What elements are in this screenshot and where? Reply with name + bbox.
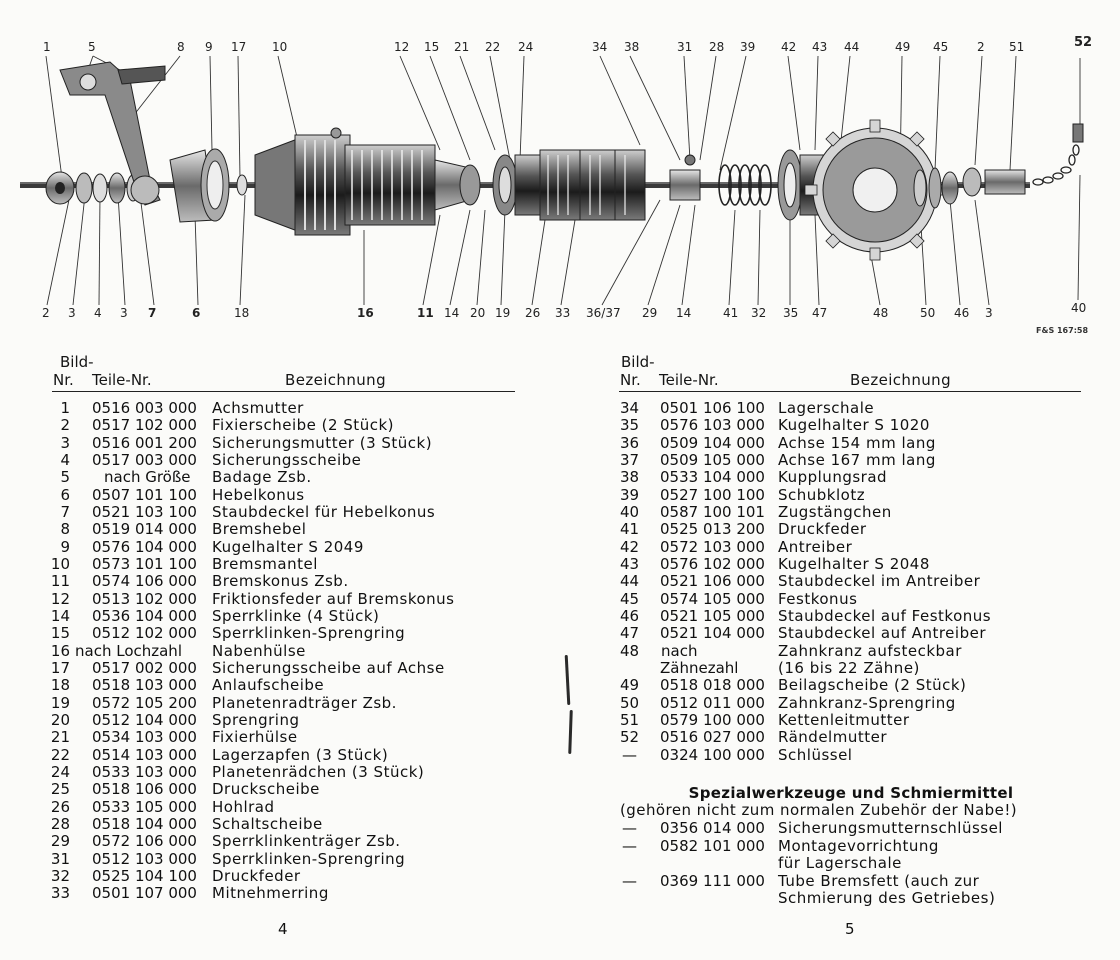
figure-label-top: 8 (177, 40, 185, 54)
row-number: 43 (620, 554, 640, 573)
row-number: 38 (620, 468, 640, 487)
row-number: 25 (50, 780, 70, 799)
figure-label-bottom: 3 (985, 306, 993, 320)
figure-label-bottom: 3 (120, 306, 128, 320)
part-description: Fixierhülse (212, 728, 298, 747)
part-number: 0574 106 000 (92, 572, 197, 591)
row-number: 24 (50, 762, 70, 781)
row-number: 51 (620, 710, 640, 729)
figure-label-bottom: 2 (42, 306, 50, 320)
figure-label-bottom: 26 (525, 306, 541, 320)
part-number: 0324 100 000 (660, 745, 765, 764)
figure-label-bottom: 18 (234, 306, 250, 320)
figure-label-bottom: 36/37 (586, 306, 621, 320)
row-number: 41 (620, 520, 640, 539)
row-number: 7 (60, 502, 70, 521)
part-number: 0501 107 000 (92, 884, 197, 903)
part-number: 0518 018 000 (660, 676, 765, 695)
part-description: Bremsmantel (212, 554, 318, 573)
part-description: Nabenhülse (212, 641, 306, 660)
row-number: 33 (50, 884, 70, 903)
part-number: 0509 105 000 (660, 450, 765, 469)
part-description: Lagerschale (778, 399, 875, 417)
row-number: 50 (620, 693, 640, 712)
part-description: Sperrklinke (4 Stück) (212, 606, 380, 625)
row-number: 42 (620, 537, 640, 556)
row-number: 40 (620, 502, 640, 521)
part-description: Kupplungsrad (778, 468, 888, 487)
row-number: — (622, 819, 637, 837)
part-number: 0518 106 000 (92, 780, 197, 799)
special-tools-note: (gehören nicht zum normalen Zubehör der Nabe!) (620, 801, 1018, 819)
part-number: 0518 104 000 (92, 814, 197, 833)
row-number: 9 (60, 537, 70, 556)
row-number: 31 (50, 849, 70, 868)
part-number: 0533 104 000 (660, 468, 765, 487)
part-number: 0521 105 000 (660, 606, 765, 625)
part-number: 0516 001 200 (92, 433, 197, 452)
part-description: Antreiber (778, 537, 853, 556)
part-description: Achsmutter (212, 399, 304, 417)
row-number: — (622, 871, 637, 890)
figure-label-bottom: 35 (783, 306, 799, 320)
part-description: für Lagerschale (778, 854, 902, 873)
part-number: 0517 002 000 (92, 658, 197, 677)
part-description: Druckscheibe (212, 780, 320, 799)
right-header-teile: Teile-Nr. (659, 371, 719, 389)
part-description: Sicherungsscheibe auf Achse (212, 658, 445, 677)
figure-label-top: 39 (740, 40, 756, 54)
part-description: Schmierung des Getriebes) (778, 889, 996, 908)
row-number: 11 (50, 572, 70, 591)
part-number: 0525 104 100 (92, 866, 197, 885)
figure-label-top: 22 (485, 40, 501, 54)
part-number: 0521 103 100 (92, 502, 197, 521)
row-number: 29 (50, 832, 70, 851)
part-description: Achse 154 mm lang (778, 433, 936, 452)
part-number: 0521 106 000 (660, 572, 765, 591)
left-header-rule (52, 391, 515, 392)
row-number: 22 (50, 745, 70, 764)
part-description: Anlaufscheibe (212, 676, 325, 695)
figure-label-top: 24 (518, 40, 534, 54)
part-description: Sicherungsscheibe (212, 450, 362, 469)
figure-code: F&S 167:58 (1036, 326, 1089, 335)
part-description: Bremshebel (212, 520, 307, 539)
row-number: 19 (50, 693, 70, 712)
part-number: 0574 105 000 (660, 589, 765, 608)
part-number: 0512 103 000 (92, 849, 197, 868)
part-description: Staubdeckel im Antreiber (778, 572, 981, 591)
part-number: 0572 106 000 (92, 832, 197, 851)
row-number: 15 (50, 624, 70, 643)
figure-label-bottom: 16 (357, 306, 374, 320)
row-number: 16 (50, 641, 70, 660)
part-description: Rändelmutter (778, 728, 887, 747)
row-number: 20 (50, 710, 70, 729)
row-number: 36 (620, 433, 640, 452)
exploded-view-drawing (0, 0, 1120, 340)
part-description: Friktionsfeder auf Bremskonus (212, 589, 455, 608)
left-header-bild: Bild- (60, 353, 94, 371)
part-number: 0517 003 000 (92, 450, 197, 469)
row-number: 12 (50, 589, 70, 608)
part-description: Tube Bremsfett (auch zur (778, 871, 980, 890)
part-number: 0572 105 200 (92, 693, 197, 712)
figure-label-bottom: 19 (495, 306, 511, 320)
part-number: nach Größe (104, 468, 191, 487)
row-number: 1 (60, 399, 70, 417)
margin-mark-2 (568, 710, 573, 754)
part-number: 0587 100 101 (660, 502, 765, 521)
figure-label-top: 5 (88, 40, 96, 54)
row-number: 17 (50, 658, 70, 677)
row-number: 47 (620, 624, 640, 643)
part-description: Planetenradträger Zsb. (212, 693, 397, 712)
row-number: 8 (60, 520, 70, 539)
figure-label-bottom: 46 (954, 306, 970, 320)
part-number: 0573 101 100 (92, 554, 197, 573)
row-number: 21 (50, 728, 70, 747)
part-description: Sicherungsmutternschlüssel (778, 819, 1003, 837)
part-number: 0518 103 000 (92, 676, 197, 695)
figure-label-bottom: 29 (642, 306, 658, 320)
row-number: 18 (50, 676, 70, 695)
part-number: 0534 103 000 (92, 728, 197, 747)
figure-label-bottom: 7 (148, 306, 157, 320)
part-description: Staubdeckel auf Antreiber (778, 624, 986, 643)
figure-label-top: 43 (812, 40, 828, 54)
figure-label-top: 52 (1074, 35, 1093, 50)
row-number: 28 (50, 814, 70, 833)
figure-label-top: 12 (394, 40, 410, 54)
figure-label-top: 10 (272, 40, 288, 54)
part-number: 0516 027 000 (660, 728, 765, 747)
row-number: 2 (60, 416, 70, 435)
part-number: 0517 102 000 (92, 416, 197, 435)
part-number: 0579 100 000 (660, 710, 765, 729)
row-number: 4 (60, 450, 70, 469)
part-description: Kugelhalter S 2049 (212, 537, 364, 556)
part-description: Sicherungsmutter (3 Stück) (212, 433, 433, 452)
part-number: 0521 104 000 (660, 624, 765, 643)
part-number: 0369 111 000 (660, 871, 765, 890)
figure-label-bottom: 11 (417, 306, 434, 320)
page-number-right: 5 (845, 920, 855, 938)
row-number: 52 (620, 728, 640, 747)
part-description: Druckfeder (778, 520, 867, 539)
part-description: Kettenleitmutter (778, 710, 910, 729)
part-description: Schlüssel (778, 745, 853, 764)
row-number: — (622, 745, 637, 764)
figure-label-bottom: 6 (192, 306, 201, 320)
figure-label-top: 49 (895, 40, 911, 54)
part-number: 0525 013 200 (660, 520, 765, 539)
figure-label-bottom: 48 (873, 306, 889, 320)
figure-label-top: 51 (1009, 40, 1025, 54)
part-description: Zahnkranz-Sprengring (778, 693, 956, 712)
part-description: Staubdeckel auf Festkonus (778, 606, 992, 625)
left-header-nr: Nr. (53, 371, 74, 389)
row-number: 10 (50, 554, 70, 573)
figure-label-top: 42 (781, 40, 797, 54)
figure-label-top: 44 (844, 40, 860, 54)
part-description: Schubklotz (778, 485, 866, 504)
part-description: Lagerzapfen (3 Stück) (212, 745, 389, 764)
row-number: 3 (60, 433, 70, 452)
figure-label-top: 34 (592, 40, 608, 54)
part-description: (16 bis 22 Zähne) (778, 658, 920, 677)
part-number: nach Lochzahl (75, 641, 182, 660)
row-number: 44 (620, 572, 640, 591)
part-number: 0576 102 000 (660, 554, 765, 573)
part-description: Sperrklinken-Sprengring (212, 624, 406, 643)
part-number: 0512 104 000 (92, 710, 197, 729)
part-description: Hohlrad (212, 797, 275, 816)
figure-label-bottom: 33 (555, 306, 571, 320)
row-number: 45 (620, 589, 640, 608)
figure-label-top: 2 (977, 40, 985, 54)
figure-label-bottom: 47 (812, 306, 828, 320)
figure-label-top: 9 (205, 40, 213, 54)
part-number: Zähnezahl (660, 658, 739, 677)
part-number: 0572 103 000 (660, 537, 765, 556)
figure-label-bottom: 32 (751, 306, 767, 320)
part-number: 0582 101 000 (660, 836, 765, 855)
part-description: Beilagscheibe (2 Stück) (778, 676, 967, 695)
part-number: 0536 104 000 (92, 606, 197, 625)
right-header-rule (619, 391, 1081, 392)
row-number: 26 (50, 797, 70, 816)
row-number: 14 (50, 606, 70, 625)
part-description: Sperrklinkenträger Zsb. (212, 832, 401, 851)
row-number: 49 (620, 676, 640, 695)
row-number: 39 (620, 485, 640, 504)
left-header-teile: Teile-Nr. (92, 371, 152, 389)
row-number: — (622, 836, 637, 855)
part-description: Sperrklinken-Sprengring (212, 849, 406, 868)
right-header-bezeichnung: Bezeichnung (850, 371, 951, 389)
left-header-bezeichnung: Bezeichnung (285, 371, 386, 389)
part-description: Montagevorrichtung (778, 836, 939, 855)
part-description: Fixierscheibe (2 Stück) (212, 416, 394, 435)
figure-label-top: 31 (677, 40, 693, 54)
right-header-bild: Bild- (621, 353, 655, 371)
row-number: 35 (620, 416, 640, 435)
part-number: 0356 014 000 (660, 819, 765, 837)
part-description: Kugelhalter S 1020 (778, 416, 930, 435)
figure-label-bottom: 4 (94, 306, 102, 320)
part-number: 0516 003 000 (92, 399, 197, 417)
part-number: 0512 011 000 (660, 693, 765, 712)
part-description: Staubdeckel für Hebelkonus (212, 502, 436, 521)
part-number: 0576 103 000 (660, 416, 765, 435)
part-number: 0533 105 000 (92, 797, 197, 816)
figure-label-bottom: 50 (920, 306, 936, 320)
part-description: Kugelhalter S 2048 (778, 554, 930, 573)
row-number: 6 (60, 485, 70, 504)
special-tools-title: Spezialwerkzeuge und Schmiermittel (688, 784, 1014, 802)
figure-label-top: 38 (624, 40, 640, 54)
page-number-left: 4 (278, 920, 288, 938)
part-description: Zugstängchen (778, 502, 892, 521)
margin-mark-1 (565, 655, 571, 705)
part-number: 0519 014 000 (92, 520, 197, 539)
part-number: 0514 103 000 (92, 745, 197, 764)
part-description: Druckfeder (212, 866, 301, 885)
row-number: 46 (620, 606, 640, 625)
figure-label-bottom: 3 (68, 306, 76, 320)
part-number: 0513 102 000 (92, 589, 197, 608)
figure-label-top: 45 (933, 40, 949, 54)
part-description: Sprengring (212, 710, 300, 729)
figure-label-bottom: 40 (1071, 301, 1087, 315)
part-description: Hebelkonus (212, 485, 305, 504)
figure-label-top: 1 (43, 40, 51, 54)
part-number: 0507 101 100 (92, 485, 197, 504)
part-description: Bremskonus Zsb. (212, 572, 349, 591)
figure-label-top: 28 (709, 40, 725, 54)
row-number: 32 (50, 866, 70, 885)
part-description: Achse 167 mm lang (778, 450, 936, 469)
figure-label-bottom: 14 (676, 306, 692, 320)
row-number: 48 (620, 641, 640, 660)
figure-label-bottom: 20 (470, 306, 486, 320)
part-description: Planetenrädchen (3 Stück) (212, 762, 425, 781)
row-number: 37 (620, 450, 640, 469)
figure-label-bottom: 41 (723, 306, 739, 320)
row-number: 5 (60, 468, 70, 487)
part-number: 0501 106 100 (660, 399, 765, 417)
part-description: Festkonus (778, 589, 858, 608)
part-description: Badage Zsb. (212, 468, 312, 487)
part-description: Zahnkranz aufsteckbar (778, 641, 962, 660)
figure-label-top: 21 (454, 40, 470, 54)
figure-label-bottom: 14 (444, 306, 460, 320)
part-number: nach (661, 641, 698, 660)
part-description: Mitnehmerring (212, 884, 329, 903)
part-number: 0533 103 000 (92, 762, 197, 781)
part-description: Schaltscheibe (212, 814, 323, 833)
part-number: 0509 104 000 (660, 433, 765, 452)
figure-label-top: 15 (424, 40, 440, 54)
row-number: 34 (620, 399, 640, 417)
figure-label-top: 17 (231, 40, 247, 54)
right-header-nr: Nr. (620, 371, 641, 389)
part-number: 0527 100 100 (660, 485, 765, 504)
part-number: 0576 104 000 (92, 537, 197, 556)
part-number: 0512 102 000 (92, 624, 197, 643)
